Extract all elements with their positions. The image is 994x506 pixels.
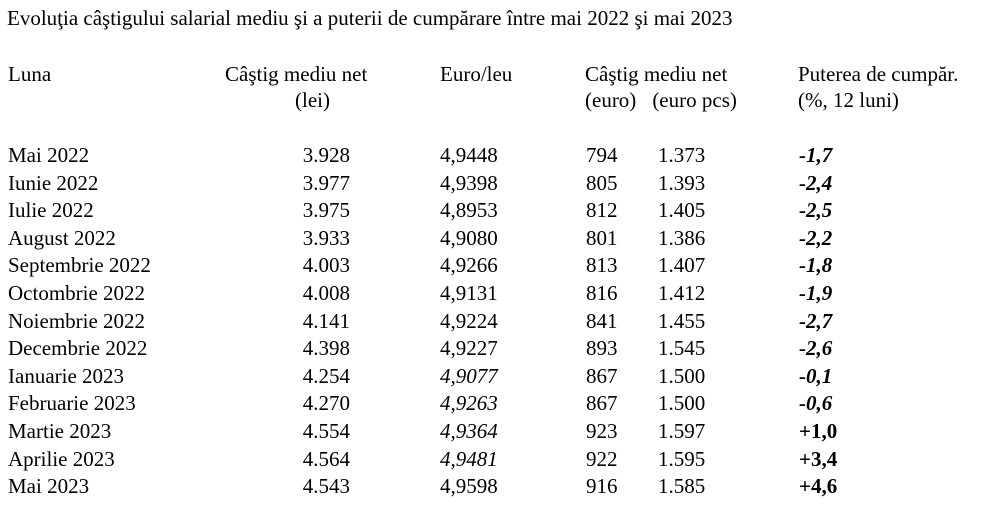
cell-castig-euro: 801 xyxy=(586,225,618,250)
cell-castig-lei: 4.008 xyxy=(302,280,350,305)
cell-putere-cumparare: -2,2 xyxy=(799,225,833,250)
table-row xyxy=(0,253,994,281)
header-castig-lei-line2: (lei) xyxy=(295,88,330,112)
table-row xyxy=(0,226,994,254)
header-castig-lei-line1: Câştig mediu net xyxy=(225,62,368,86)
cell-luna: Martie 2023 xyxy=(8,418,112,443)
document-title: Evoluţia câştigului salarial mediu şi a puterii de cumpărare între mai 2022 şi mai 2023 xyxy=(7,6,733,30)
cell-castig-euro-pcs: 1.393 xyxy=(658,170,706,195)
cell-euro-leu: 4,9448 xyxy=(440,143,498,167)
cell-castig-lei: 3.928 xyxy=(302,143,350,167)
header-putere-line1: Puterea de cumpăr. xyxy=(798,62,959,86)
table-row xyxy=(0,364,994,392)
header-putere xyxy=(798,61,958,113)
cell-euro-leu: 4,9131 xyxy=(440,280,498,305)
cell-castig-euro: 805 xyxy=(586,170,618,195)
cell-putere-cumparare: -1,9 xyxy=(799,280,833,305)
header-euro-sub: (euro) xyxy=(585,88,637,112)
cell-euro-leu: 4,9364 xyxy=(440,418,498,443)
header-luna xyxy=(8,61,51,87)
cell-luna: Noiembrie 2022 xyxy=(8,308,146,333)
cell-castig-euro: 923 xyxy=(586,418,618,443)
cell-castig-euro-pcs: 1.595 xyxy=(658,446,706,471)
header-castig-euro-line1: Câştig mediu net xyxy=(585,62,728,86)
cell-castig-euro: 794 xyxy=(586,143,618,167)
cell-luna: Octombrie 2022 xyxy=(8,280,146,305)
cell-euro-leu: 4,9077 xyxy=(440,363,498,388)
cell-castig-euro: 812 xyxy=(586,198,618,223)
cell-putere-cumparare: +1,0 xyxy=(799,418,838,443)
cell-luna: Iulie 2022 xyxy=(8,198,94,223)
cell-castig-euro: 813 xyxy=(586,253,618,278)
header-castig-euro xyxy=(585,61,737,113)
data-table-body xyxy=(0,143,994,502)
cell-putere-cumparare: -1,7 xyxy=(799,143,833,167)
cell-putere-cumparare: -0,1 xyxy=(799,363,833,388)
header-euro-leu-label: Euro/leu xyxy=(440,62,513,86)
cell-castig-lei: 4.554 xyxy=(302,418,350,443)
cell-castig-euro-pcs: 1.585 xyxy=(658,474,706,499)
cell-putere-cumparare: +3,4 xyxy=(799,446,838,471)
cell-putere-cumparare: -2,7 xyxy=(799,308,833,333)
cell-castig-euro: 916 xyxy=(586,474,618,499)
table-row xyxy=(0,474,994,502)
header-castig-euro-subheaders xyxy=(585,87,737,113)
cell-luna: Iunie 2022 xyxy=(8,170,99,195)
table-row xyxy=(0,281,994,309)
cell-luna: Ianuarie 2023 xyxy=(8,363,125,388)
table-row xyxy=(0,336,994,364)
cell-castig-euro-pcs: 1.597 xyxy=(658,418,706,443)
cell-putere-cumparare: -2,5 xyxy=(799,198,833,223)
cell-castig-euro: 893 xyxy=(586,336,618,361)
cell-castig-euro-pcs: 1.412 xyxy=(658,280,706,305)
cell-euro-leu: 4,9263 xyxy=(440,391,498,416)
cell-castig-euro-pcs: 1.455 xyxy=(658,308,706,333)
table-row xyxy=(0,309,994,337)
table-row xyxy=(0,198,994,226)
cell-castig-lei: 4.270 xyxy=(302,391,350,416)
cell-putere-cumparare: -2,6 xyxy=(799,336,833,361)
header-putere-line2: (%, 12 luni) xyxy=(798,88,899,112)
header-luna-label: Luna xyxy=(8,62,52,86)
table-row xyxy=(0,391,994,419)
cell-castig-euro: 867 xyxy=(586,363,618,388)
cell-putere-cumparare: -2,4 xyxy=(799,170,833,195)
header-castig-lei xyxy=(225,61,367,113)
cell-castig-euro: 867 xyxy=(586,391,618,416)
cell-luna: Februarie 2023 xyxy=(8,391,136,416)
cell-castig-euro-pcs: 1.500 xyxy=(658,391,706,416)
cell-euro-leu: 4,9080 xyxy=(440,225,498,250)
cell-castig-euro-pcs: 1.545 xyxy=(658,336,706,361)
cell-luna: Mai 2023 xyxy=(8,474,90,499)
cell-putere-cumparare: -1,8 xyxy=(799,253,833,278)
cell-luna: Mai 2022 xyxy=(8,143,90,167)
table-row xyxy=(0,447,994,475)
cell-castig-euro: 816 xyxy=(586,280,618,305)
cell-castig-lei: 4.398 xyxy=(302,336,350,361)
cell-euro-leu: 4,9398 xyxy=(440,170,498,195)
cell-castig-lei: 4.003 xyxy=(302,253,350,278)
cell-castig-lei: 4.254 xyxy=(302,363,350,388)
cell-castig-euro-pcs: 1.373 xyxy=(658,143,706,167)
cell-luna: August 2022 xyxy=(8,225,116,250)
cell-luna: Septembrie 2022 xyxy=(8,253,151,278)
table-row xyxy=(0,143,994,171)
cell-putere-cumparare: -0,6 xyxy=(799,391,833,416)
cell-luna: Decembrie 2022 xyxy=(8,336,148,361)
table-row xyxy=(0,171,994,199)
cell-castig-euro: 841 xyxy=(586,308,618,333)
cell-luna: Aprilie 2023 xyxy=(8,446,115,471)
cell-castig-euro: 922 xyxy=(586,446,618,471)
cell-castig-lei: 3.975 xyxy=(302,198,350,223)
header-euro-pcs-sub: (euro pcs) xyxy=(652,88,737,112)
cell-castig-euro-pcs: 1.386 xyxy=(658,225,706,250)
cell-putere-cumparare: +4,6 xyxy=(799,474,838,499)
cell-castig-lei: 4.141 xyxy=(302,308,350,333)
header-euro-leu xyxy=(440,61,512,87)
cell-castig-euro-pcs: 1.407 xyxy=(658,253,706,278)
table-row xyxy=(0,419,994,447)
cell-castig-lei: 4.543 xyxy=(302,474,350,499)
cell-euro-leu: 4,9481 xyxy=(440,446,498,471)
cell-castig-lei: 3.933 xyxy=(302,225,350,250)
cell-euro-leu: 4,8953 xyxy=(440,198,498,223)
cell-euro-leu: 4,9266 xyxy=(440,253,498,278)
cell-castig-euro-pcs: 1.405 xyxy=(658,198,706,223)
cell-euro-leu: 4,9598 xyxy=(440,474,498,499)
cell-castig-lei: 3.977 xyxy=(302,170,350,195)
cell-euro-leu: 4,9224 xyxy=(440,308,498,333)
cell-castig-euro-pcs: 1.500 xyxy=(658,363,706,388)
cell-castig-lei: 4.564 xyxy=(302,446,350,471)
cell-euro-leu: 4,9227 xyxy=(440,336,498,361)
